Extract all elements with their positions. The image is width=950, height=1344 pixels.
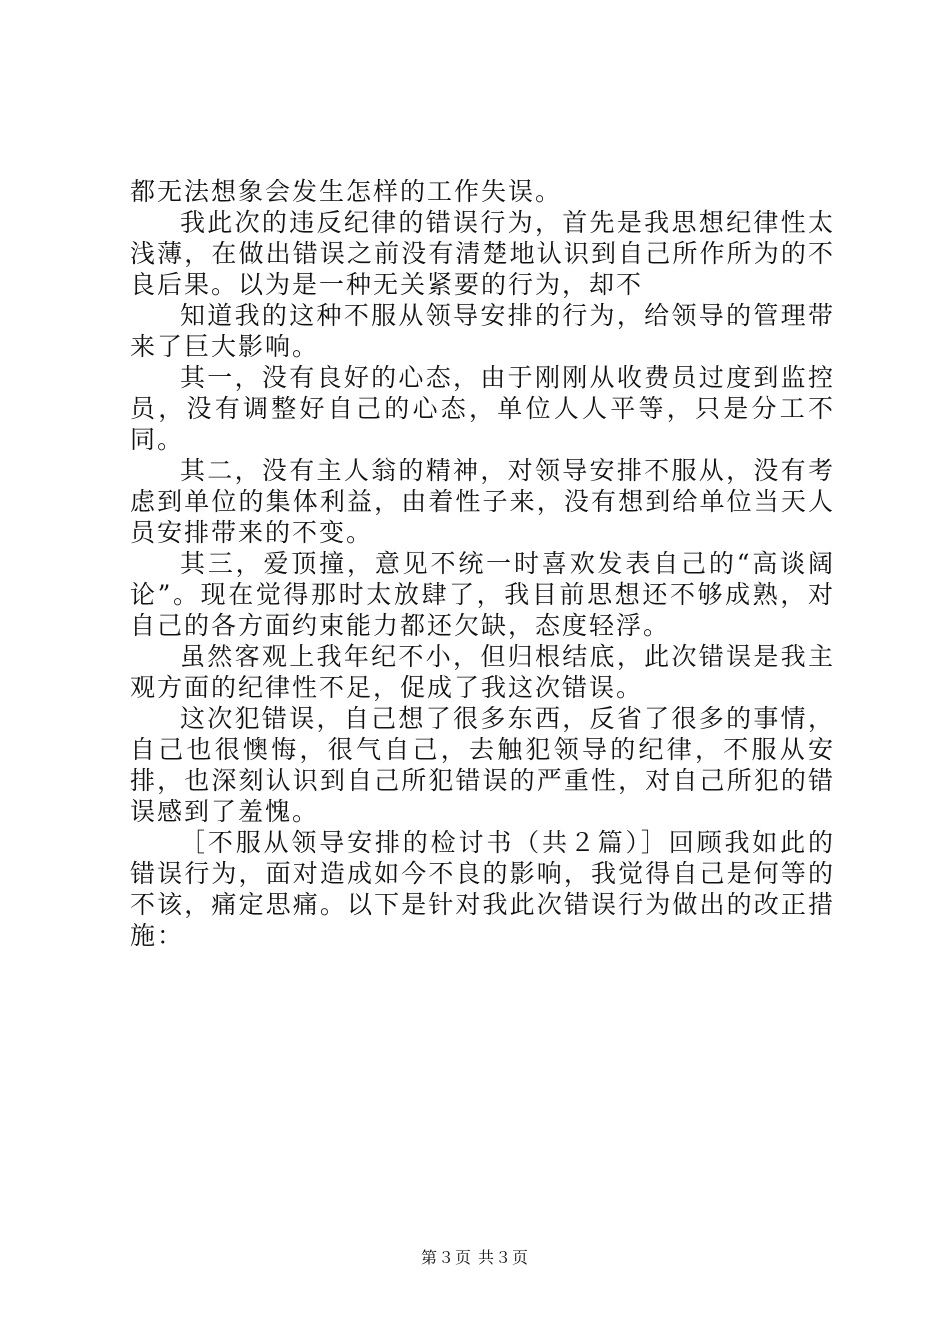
paragraph-4: 其一，没有良好的心态，由于刚刚从收费员过度到监控员，没有调整好自己的心态，单位人人平等，只是分工不同。 — [130, 363, 835, 454]
paragraph-1: 都无法想象会发生怎样的工作失误。 — [130, 177, 563, 206]
paragraph-5: 其二，没有主人翁的精神，对领导安排不服从，没有考虑到单位的集体利益，由着性子来，没有想到给单位当天人员安排带来的不变。 — [130, 456, 835, 547]
paragraph-7: 虽然客观上我年纪不小，但归根结底，此次错误是我主观方面的纪律性不足，促成了我这次错误。 — [130, 642, 835, 702]
paragraph-3: 知道我的这种不服从领导安排的行为，给领导的管理带来了巨大影响。 — [130, 301, 835, 361]
paragraph-6: 其三，爱顶撞，意见不统一时喜欢发表自己的“高谈阔论”。现在觉得那时太放肆了，我目前思想还不够成熟，对自己的各方面约束能力都还欠缺，态度轻浮。 — [130, 549, 835, 640]
paragraph-8: 这次犯错误，自己想了很多东西，反省了很多的事情，自己也很懊悔，很气自己，去触犯领导的纪律，不服从安排，也深刻认识到自己所犯错误的严重性，对自己所犯的错误感到了羞愧。 — [130, 704, 835, 826]
page-number-footer: 第３页 共３页 — [420, 1248, 530, 1267]
paragraph-2: 我此次的违反纪律的错误行为，首先是我思想纪律性太浅薄，在做出错误之前没有清楚地认识到自己所作所为的不良后果。以为是一种无关紧要的行为，却不 — [130, 208, 835, 299]
document-body — [130, 176, 835, 951]
paragraph-9: ［不服从领导安排的检讨书（共２篇）］回顾我如此的错误行为，面对造成如今不良的影响，我觉得自己是何等的不该，痛定思痛。以下是针对我此次错误行为做出的改正措施： — [130, 828, 835, 950]
